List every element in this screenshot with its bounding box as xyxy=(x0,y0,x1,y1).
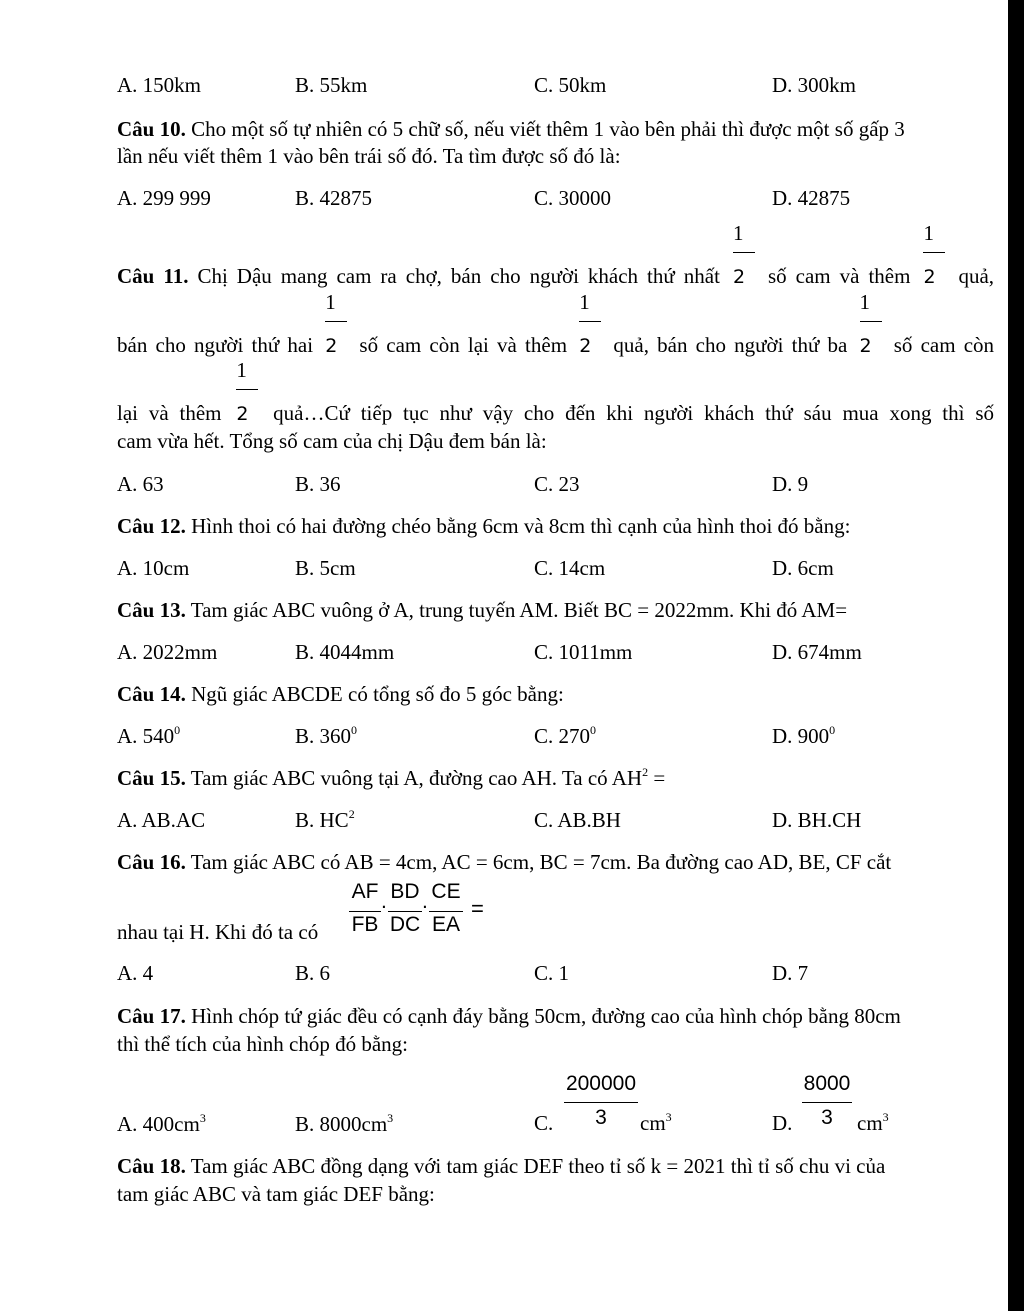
fraction-denominator: 3 xyxy=(595,1106,607,1129)
option-c: C. 23 xyxy=(534,472,580,496)
fraction-denominator: 2 xyxy=(579,335,592,357)
fraction-numerator: 1 xyxy=(236,358,247,382)
option-a: A. 2022mm xyxy=(117,640,218,664)
fraction-denominator: 2 xyxy=(859,335,872,357)
fraction-numerator: 8000 xyxy=(803,1072,851,1095)
question-text: số cam và thêm xyxy=(767,264,911,288)
question-text: Tam giác ABC có AB = 4cm, AC = 6cm, BC = 7cm. Ba đường cao AD, BE, CF cắt xyxy=(185,850,892,874)
option-a: A. AB.AC xyxy=(117,808,206,832)
fraction-numerator: 1 xyxy=(325,290,336,314)
question-13-line xyxy=(117,597,847,623)
fraction-numerator: AF xyxy=(351,880,379,903)
fraction-numerator: 1 xyxy=(579,290,590,314)
option-b xyxy=(295,723,357,749)
equals-sign: = xyxy=(471,896,484,921)
question-11-line-2 xyxy=(117,290,995,359)
question-text: Chị Dậu mang cam ra chợ, bán cho người khách thứ nhất xyxy=(188,264,720,288)
fraction-one-half xyxy=(732,221,755,290)
question-text: Hình chóp tứ giác đều có cạnh đáy bằng 50cm, đường cao của hình chóp bằng 80cm xyxy=(185,1004,901,1028)
question-14-line xyxy=(117,681,564,707)
superscript: 2 xyxy=(348,807,355,821)
question-text: bán cho người thứ hai xyxy=(117,333,314,357)
option-d xyxy=(772,723,835,749)
fraction-bar xyxy=(923,252,945,253)
question-15-line xyxy=(117,765,665,791)
question-text: số cam còn lại và thêm xyxy=(359,333,568,357)
option-a: A. 63 xyxy=(117,472,164,496)
fraction-bar xyxy=(429,911,463,912)
unit xyxy=(857,1111,889,1136)
option-letter: D. xyxy=(772,1111,793,1135)
multiply-dot: . xyxy=(422,890,428,913)
option-c: C. 14cm xyxy=(534,556,606,580)
question-label: Câu 18. xyxy=(117,1154,186,1178)
question-11-line-1 xyxy=(117,221,995,290)
question-17-line-1 xyxy=(117,1003,901,1029)
question-17-line-2: thì thể tích của hình chóp đó bằng: xyxy=(117,1032,409,1056)
option-text: A. 540 xyxy=(117,724,175,748)
question-text: Tam giác ABC vuông tại A, đường cao AH. Ta có AH xyxy=(185,766,643,790)
question-text: quả, bán cho người thứ ba xyxy=(613,333,848,357)
option-a xyxy=(117,1111,206,1137)
fraction-numerator: 1 xyxy=(859,290,871,314)
option-d xyxy=(772,1070,932,1140)
option-b: B. 6 xyxy=(295,961,331,985)
fraction-denominator: 2 xyxy=(325,335,338,357)
option-b: B. 42875 xyxy=(295,186,373,210)
option-b xyxy=(295,807,355,833)
superscript: 2 xyxy=(642,765,649,779)
fraction-one-half xyxy=(236,358,258,427)
unit-text: cm xyxy=(857,1111,883,1135)
question-text: = xyxy=(648,766,666,790)
question-text: Ngũ giác ABCDE có tổng số đo 5 góc bằng: xyxy=(185,682,564,706)
question-10-line-1 xyxy=(117,116,905,142)
fraction-bar xyxy=(388,911,422,912)
option-text: A. 400cm xyxy=(117,1112,200,1136)
fraction-bar xyxy=(564,1102,638,1103)
fraction-bar xyxy=(349,911,381,912)
fraction-denominator: 2 xyxy=(732,266,746,288)
option-b: B. 4044mm xyxy=(295,640,395,664)
option-d: D. 42875 xyxy=(772,186,851,210)
degree-mark: 0 xyxy=(590,723,597,737)
option-d: D. 7 xyxy=(772,961,809,985)
fraction-bar xyxy=(579,321,601,322)
option-letter: C. xyxy=(534,1111,554,1135)
fraction-bar xyxy=(236,389,258,390)
option-d: D. 300km xyxy=(772,73,856,97)
fraction-one-half xyxy=(859,290,882,359)
fraction-bar xyxy=(733,252,755,253)
question-11-line-4: cam vừa hết. Tổng số cam của chị Dậu đem bán là: xyxy=(117,429,547,453)
fraction-bar xyxy=(860,321,882,322)
unit-text: cm xyxy=(640,1111,666,1135)
option-c: C. 1 xyxy=(534,961,570,985)
fraction-one-half xyxy=(579,290,601,359)
fraction-one-half xyxy=(923,221,945,290)
question-label: Câu 17. xyxy=(117,1004,186,1028)
question-18-line-1 xyxy=(117,1153,885,1179)
question-label: Câu 13. xyxy=(117,598,186,622)
option-c: C. AB.BH xyxy=(534,808,621,832)
fraction-denominator: 2 xyxy=(923,266,936,288)
option-text: B. 8000cm xyxy=(295,1112,388,1136)
fraction-denominator: FB xyxy=(351,913,379,936)
superscript: 3 xyxy=(882,1110,889,1124)
option-d: D. 6cm xyxy=(772,556,834,580)
option-b: B. 5cm xyxy=(295,556,356,580)
unit xyxy=(640,1111,672,1136)
option-c xyxy=(534,723,596,749)
option-c xyxy=(534,1070,694,1140)
option-b: B. 36 xyxy=(295,472,341,496)
question-text: quả, xyxy=(958,264,995,288)
fraction-denominator: 2 xyxy=(236,403,249,425)
superscript: 3 xyxy=(199,1111,206,1125)
question-12-line xyxy=(117,513,850,539)
fraction-one-half xyxy=(325,290,347,359)
option-d: D. 674mm xyxy=(772,640,862,664)
question-text: số cam còn xyxy=(893,333,995,357)
option-text: D. 900 xyxy=(772,724,830,748)
question-text: quả…Cứ tiếp tục như vậy cho đến khi người khách thứ sáu mua xong thì số xyxy=(273,401,994,425)
option-a: A. 299 999 xyxy=(117,186,211,210)
degree-mark: 0 xyxy=(351,723,358,737)
question-text: Tam giác ABC vuông ở A, trung tuyến AM. Biết BC = 2022mm. Khi đó AM= xyxy=(185,598,848,622)
question-label: Câu 12. xyxy=(117,514,186,538)
question-10-line-2: lần nếu viết thêm 1 vào bên trái số đó. Ta tìm được số đó là: xyxy=(117,144,621,168)
option-c: C. 50km xyxy=(534,73,607,97)
question-18-line-2: tam giác ABC và tam giác DEF bằng: xyxy=(117,1182,435,1206)
fraction-denominator: DC xyxy=(389,913,421,936)
question-16-line-1 xyxy=(117,849,891,875)
question-11-line-3 xyxy=(117,358,994,427)
fraction-denominator: 3 xyxy=(821,1106,833,1129)
option-text: C. 270 xyxy=(534,724,591,748)
question-16-line-2: nhau tại H. Khi đó ta có xyxy=(117,920,319,944)
degree-mark: 0 xyxy=(174,723,181,737)
option-a: A. 150km xyxy=(117,73,201,97)
question-label: Câu 15. xyxy=(117,766,186,790)
option-a: A. 4 xyxy=(117,961,154,985)
question-text: Cho một số tự nhiên có 5 chữ số, nếu viết thêm 1 vào bên phải thì được một số gấp 3 xyxy=(185,117,905,141)
option-b: B. 55km xyxy=(295,73,368,97)
degree-mark: 0 xyxy=(829,723,836,737)
option-a: A. 10cm xyxy=(117,556,190,580)
question-text: lại và thêm xyxy=(117,401,222,425)
question-label: Câu 14. xyxy=(117,682,186,706)
superscript: 3 xyxy=(387,1111,394,1125)
option-d: D. BH.CH xyxy=(772,808,862,832)
fraction-numerator: 200000 xyxy=(565,1072,637,1095)
question-label: Câu 10. xyxy=(117,117,186,141)
fraction-numerator: 1 xyxy=(732,221,744,245)
option-c: C. 30000 xyxy=(534,186,612,210)
fraction-bar xyxy=(325,321,347,322)
multiply-dot: . xyxy=(381,890,387,913)
fraction-product-expression xyxy=(349,880,509,940)
option-d: D. 9 xyxy=(772,472,809,496)
option-c: C. 1011mm xyxy=(534,640,633,664)
fraction-denominator: EA xyxy=(431,913,460,936)
option-b xyxy=(295,1111,393,1137)
option-text: B. HC xyxy=(295,808,349,832)
question-text: Tam giác ABC đồng dạng với tam giác DEF theo tỉ số k = 2021 thì tỉ số chu vi của xyxy=(185,1154,886,1178)
fraction-numerator: BD xyxy=(390,880,420,903)
option-text: B. 360 xyxy=(295,724,352,748)
fraction-numerator: CE xyxy=(431,880,461,903)
question-text: Hình thoi có hai đường chéo bằng 6cm và 8cm thì cạnh của hình thoi đó bằng: xyxy=(185,514,851,538)
fraction-bar xyxy=(802,1102,852,1103)
question-label: Câu 11. xyxy=(117,264,189,288)
fraction-numerator: 1 xyxy=(923,221,934,245)
option-a xyxy=(117,723,180,749)
page-edge-bar xyxy=(1008,0,1024,1311)
question-label: Câu 16. xyxy=(117,850,186,874)
superscript: 3 xyxy=(665,1110,672,1124)
